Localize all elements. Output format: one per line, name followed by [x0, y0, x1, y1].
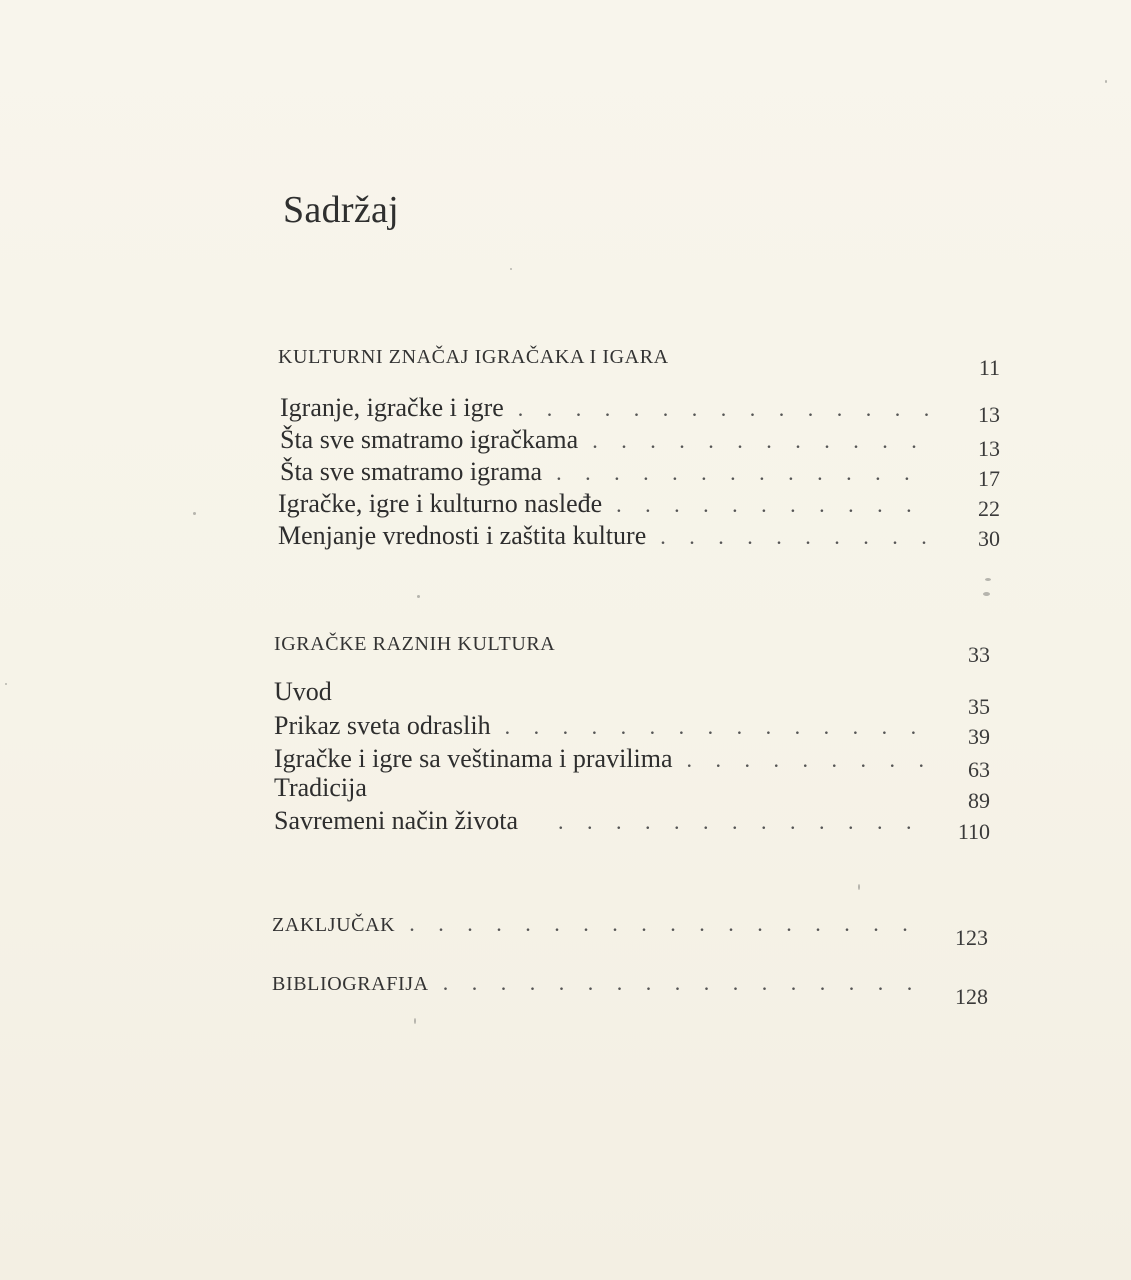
scan-speck [5, 683, 7, 685]
scan-speck [510, 268, 512, 270]
leader-dots [660, 524, 934, 550]
page-number: 11 [978, 355, 1000, 380]
entry-label: Šta sve smatramo igračkama [280, 425, 579, 454]
toc-entry [274, 806, 990, 844]
toc-entry [278, 521, 1000, 551]
leader-dots [409, 911, 922, 937]
toc-entry [278, 489, 1000, 519]
entry-label: Uvod [274, 677, 332, 706]
leader-dots [592, 428, 934, 454]
page-number: 110 [957, 819, 990, 844]
entry-label: Prikaz sveta odraslih [274, 711, 491, 740]
toc-entry [274, 744, 990, 782]
toc-entry [280, 457, 1000, 491]
toc-entry [280, 393, 1000, 427]
page-number: 22 [978, 496, 1000, 521]
toc-entry [280, 425, 1000, 461]
leader-dots [687, 747, 924, 773]
entry-label: Savremeni način života [274, 806, 519, 835]
section-heading-3 [272, 911, 988, 950]
section-heading-1 [278, 343, 1000, 380]
page-number: 63 [968, 757, 990, 782]
scan-speck [414, 1018, 416, 1024]
page-title: Sadržaj [283, 189, 400, 231]
leader-dots [505, 714, 924, 740]
leader-dots [518, 396, 934, 422]
page-number: 13 [978, 436, 1000, 461]
entry-label: Igračke i igre sa veštinama i pravilima [274, 744, 673, 773]
leader-dots [443, 970, 922, 996]
page-number: 17 [978, 466, 1000, 491]
section-label: KULTURNI ZNAČAJ IGRAČAKA I IGARA [278, 346, 669, 368]
scan-speck [858, 884, 860, 890]
entry-label: Igračke, igre i kulturno nasleđe [278, 489, 603, 518]
section-heading-2 [274, 630, 990, 667]
page-number: 33 [968, 642, 990, 667]
toc-entry [274, 711, 990, 749]
page-number: 39 [968, 724, 990, 749]
page-number: 123 [955, 925, 988, 950]
page-number: 30 [978, 526, 1000, 551]
leader-dots [558, 809, 924, 835]
scan-speck [193, 512, 196, 515]
toc-entry [274, 773, 990, 813]
scan-speck [1105, 80, 1107, 83]
entry-label: Igranje, igračke i igre [280, 393, 504, 422]
entry-label: Menjanje vrednosti i zaštita kulture [278, 521, 647, 550]
section-label: IGRAČKE RAZNIH KULTURA [274, 633, 556, 655]
scan-speck [983, 592, 990, 596]
section-heading-4 [272, 970, 988, 1009]
section-label: ZAKLJUČAK [272, 914, 396, 936]
page-number: 89 [968, 788, 990, 813]
page-number: 35 [968, 694, 990, 719]
leader-dots [616, 492, 934, 518]
scan-speck [985, 578, 991, 581]
page-number: 128 [955, 984, 988, 1009]
scan-speck [417, 595, 420, 598]
entry-label: Tradicija [274, 773, 367, 802]
page-number: 13 [978, 402, 1000, 427]
leader-dots [556, 460, 934, 486]
section-label: BIBLIOGRAFIJA [272, 973, 429, 995]
entry-label: Šta sve smatramo igrama [280, 457, 543, 486]
toc-entry [274, 677, 990, 719]
